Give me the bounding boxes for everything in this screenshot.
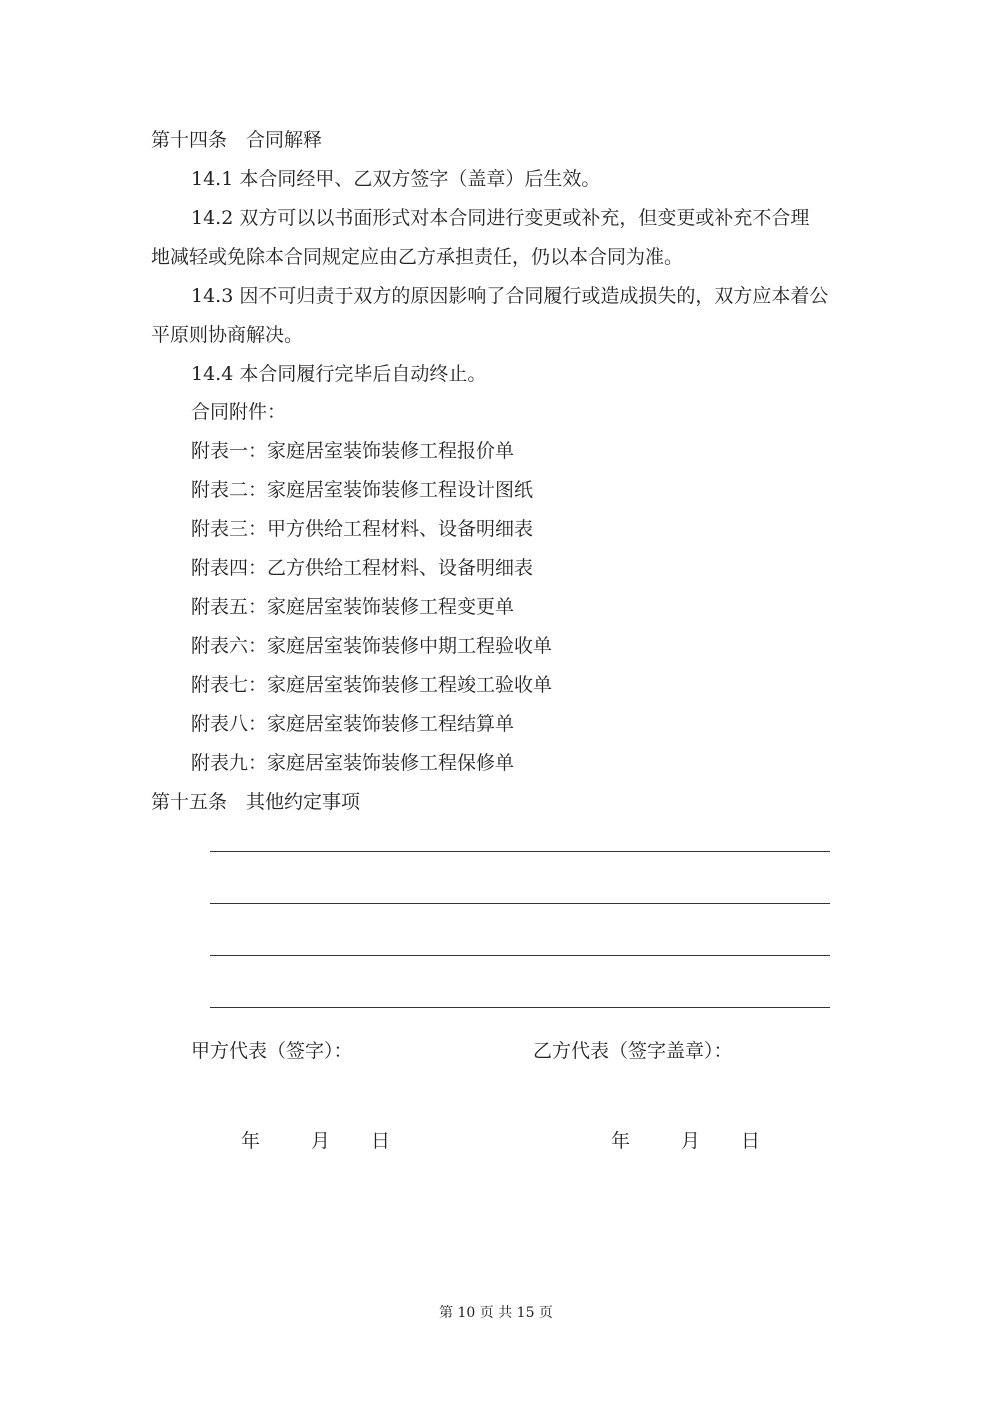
attachment-item: 附表六：家庭居室装饰装修中期工程验收单 [191, 635, 553, 657]
attachment-item: 附表二：家庭居室装饰装修工程设计图纸 [191, 479, 534, 501]
attachment-item: 附表九：家庭居室装饰装修工程保修单 [191, 752, 515, 774]
day-label: 日 [371, 1130, 391, 1152]
year-label: 年 [241, 1130, 261, 1152]
attachments-title: 合同附件： [191, 401, 287, 423]
attachment-item: 附表三：甲方供给工程材料、设备明细表 [191, 518, 534, 540]
year-label: 年 [611, 1130, 631, 1152]
blank-line [210, 1007, 830, 1008]
blank-line [210, 903, 830, 904]
clause-14-1: 14.1 本合同经甲、乙双方签字（盖章）后生效。 [191, 168, 601, 190]
attachment-item: 附表八：家庭居室装饰装修工程结算单 [191, 713, 515, 735]
day-label: 日 [741, 1130, 761, 1152]
clause-14-3-line1: 14.3 因不可归责于双方的原因影响了合同履行或造成损失的，双方应本着公 [191, 285, 829, 307]
attachment-item: 附表七：家庭居室装饰装修工程竣工验收单 [191, 674, 553, 696]
party-b-signature-label: 乙方代表（签字盖章）： [533, 1040, 733, 1062]
month-label: 月 [311, 1130, 331, 1152]
clause-14-4: 14.4 本合同履行完毕后自动终止。 [191, 363, 487, 385]
article-14-heading: 第十四条 合同解释 [151, 129, 323, 151]
clause-14-3-line2: 平原则协商解决。 [151, 324, 304, 346]
page-footer: 第 10 页 共 15 页 [439, 1305, 553, 1321]
party-a-signature-label: 甲方代表（签字）： [191, 1040, 353, 1062]
article-15-heading: 第十五条 其他约定事项 [151, 791, 361, 813]
attachment-item: 附表五：家庭居室装饰装修工程变更单 [191, 596, 515, 618]
attachment-item: 附表四：乙方供给工程材料、设备明细表 [191, 557, 534, 579]
attachment-item: 附表一：家庭居室装饰装修工程报价单 [191, 440, 515, 462]
month-label: 月 [681, 1130, 701, 1152]
blank-line [210, 955, 830, 956]
blank-line [210, 851, 830, 852]
clause-14-2-line2: 地减轻或免除本合同规定应由乙方承担责任，仍以本合同为准。 [151, 246, 684, 268]
clause-14-2-line1: 14.2 双方可以以书面形式对本合同进行变更或补充，但变更或补充不合理 [191, 207, 810, 229]
